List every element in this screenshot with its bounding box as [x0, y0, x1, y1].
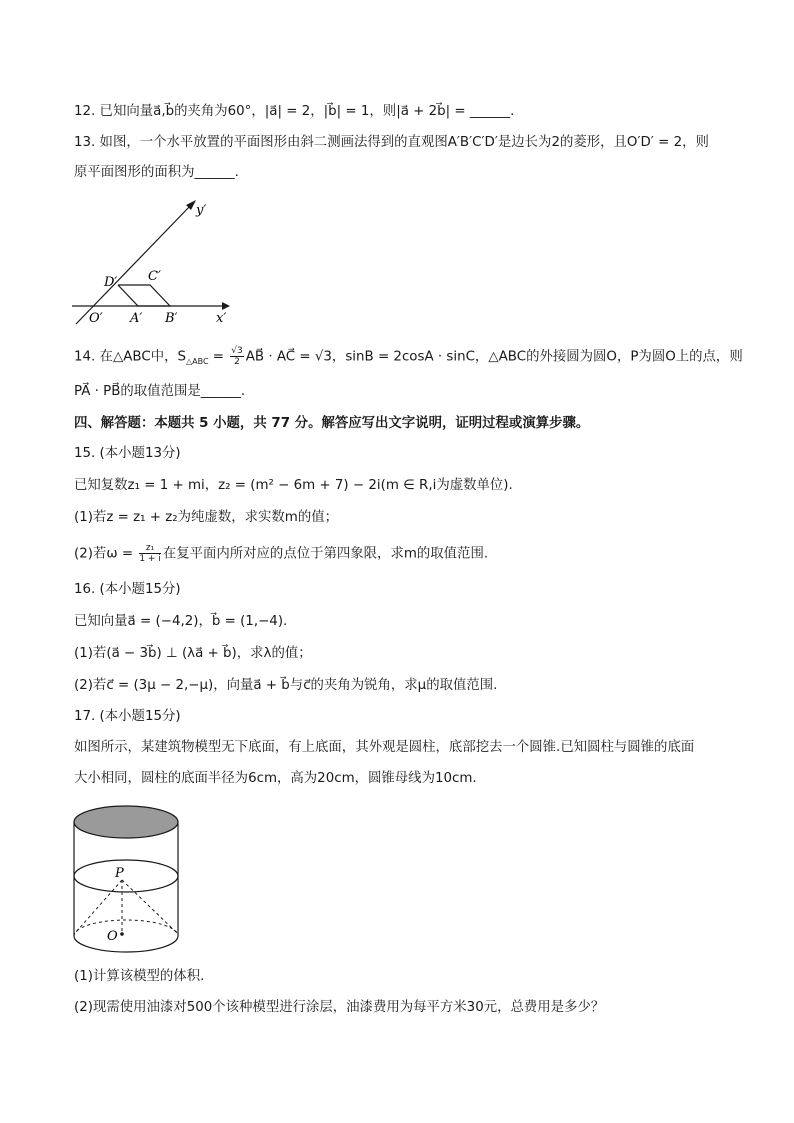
q13-line2: 原平面图形的面积为______. — [74, 165, 239, 180]
q17-line1: 如图所示，某建筑物模型无下底面，有上底面，其外观是圆柱，底部挖去一个圆锥.已知圆柱与圆锥的底面 — [74, 740, 695, 755]
bottom-front-arc — [74, 936, 178, 952]
label-y: y′ — [196, 203, 207, 218]
label-C: C′ — [148, 269, 161, 284]
q15-part1: (1)若z = z₁ + z₂为纯虚数，求实数m的值； — [74, 510, 338, 525]
q17-part2: (2)现需使用油漆对500个该种模型进行涂层，油漆费用为每平方米30元，总费用是多少？ — [74, 1000, 605, 1015]
q16-part1: (1)若(a⃗ − 3b⃗) ⊥ (λa⃗ + b⃗)，求λ的值； — [74, 646, 312, 661]
cone-right — [122, 880, 176, 932]
q17-part1: (1)计算该模型的体积. — [74, 969, 205, 984]
x-axis-arrow — [222, 302, 230, 310]
q16-part2: (2)若c⃗ = (3μ − 2,−μ)，向量a⃗ + b⃗与c⃗的夹角为锐角，求μ的取值范围. — [74, 678, 498, 693]
cylinder-cone-diagram — [70, 800, 182, 958]
oblique-diagram — [70, 198, 240, 328]
label-x: x′ — [216, 311, 227, 326]
q14-line1: 14. 在△ABC中，$S_{\triangle ABC}$ = $\frac{√3}{2}$ AB⃗ · AC⃗ = √3，sinB = 2cosA · sinC，△ABC的外接圆为圆O，P为圆O上的点，则 — [74, 346, 743, 367]
q14-line2: PA⃗ · PB⃗的取值范围是______. — [74, 384, 246, 399]
q12-text: 12. 已知向量a⃗,b⃗的夹角为60°，|a⃗| = 2，|b⃗| = 1，则|a⃗ + 2b⃗| = ______. — [74, 104, 515, 119]
q17-line2: 大小相同，圆柱的底面半径为6cm，高为20cm，圆锥母线为10cm. — [74, 771, 477, 786]
label-A: A′ — [130, 311, 143, 326]
mid-front-arc — [74, 876, 178, 892]
center-O — [120, 932, 124, 936]
label-B: B′ — [165, 311, 178, 326]
rhombus — [118, 285, 170, 306]
q15-title: 15. (本小题13分) — [74, 446, 181, 461]
label-D: D′ — [104, 275, 118, 290]
q15-line1: 已知复数z₁ = 1 + mi，z₂ = (m² − 6m + 7) − 2i(m ∈ R,i为虚数单位). — [74, 478, 513, 493]
top-face — [74, 806, 178, 838]
label-P: P — [115, 866, 124, 881]
cone-left — [76, 880, 122, 932]
q17-title: 17. (本小题15分) — [74, 709, 181, 724]
mid-back-arc — [74, 860, 178, 876]
section4-heading: 四、解答题：本题共 5 小题，共 77 分。解答应写出文字说明，证明过程或演算步骤。 — [74, 416, 590, 431]
bottom-back-arc — [74, 920, 178, 936]
label-O: O′ — [89, 311, 103, 326]
q16-title: 16. (本小题15分) — [74, 582, 181, 597]
q16-line1: 已知向量a⃗ = (−4,2)，b⃗ = (1,−4). — [74, 614, 288, 629]
label-O: O — [107, 929, 118, 944]
q13-line1: 13. 如图，一个水平放置的平面图形由斜二测画法得到的直观图A′B′C′D′是边长为2的菱形，且O′D′ = 2，则 — [74, 135, 709, 150]
q15-part2: (2)若ω = $\frac{\text{z₁}}{1 + i}$ 在复平面内所对应的点位于第四象限，求m的取值范围. — [74, 543, 489, 564]
